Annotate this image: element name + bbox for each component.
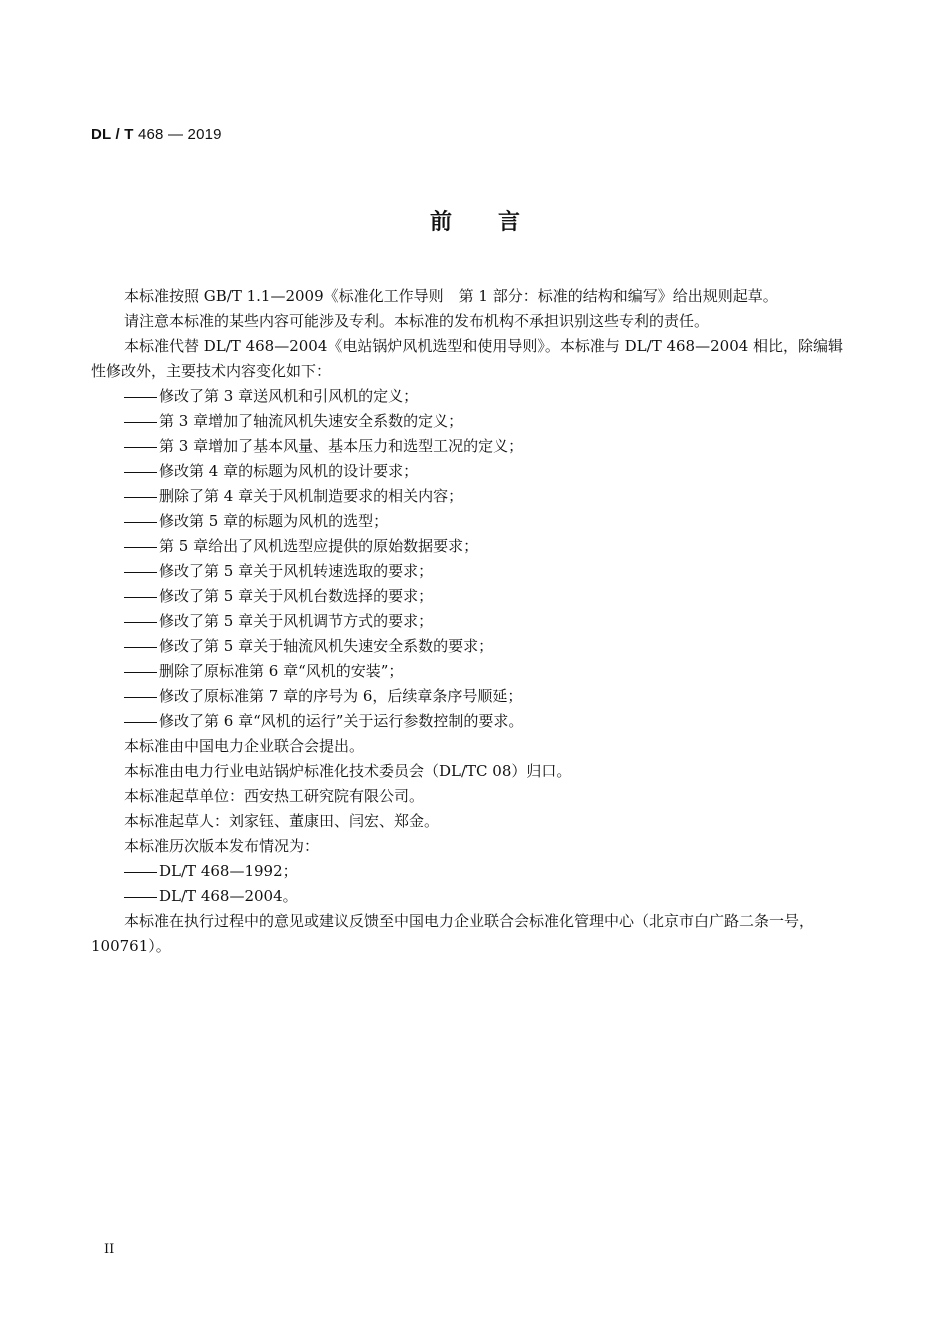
paragraph-feedback: 本标准在执行过程中的意见或建议反馈至中国电力企业联合会标准化管理中心（北京市白广路二条一号，100761）。 xyxy=(91,912,815,955)
list-item xyxy=(91,634,845,659)
change-item-text: 修改了原标准第 7 章的序号为 6，后续章条序号顺延； xyxy=(159,687,523,705)
list-item xyxy=(91,409,845,434)
change-item-text: 修改第 5 章的标题为风机的选型； xyxy=(159,512,389,530)
list-item xyxy=(91,709,845,734)
change-item-text: 修改了第 5 章关于轴流风机失速安全系数的要求； xyxy=(159,637,494,655)
change-item-text: 修改了第 3 章送风机和引风机的定义； xyxy=(159,387,419,405)
change-item-text: 第 3 章增加了基本风量、基本压力和选型工况的定义； xyxy=(159,437,524,455)
paragraph-drafting-rules: 本标准按照 GB/T 1.1—2009《标准化工作导则 第 1 部分：标准的结构和编写》给出规则起草。 xyxy=(124,287,778,305)
list-item xyxy=(91,434,845,459)
foreword-body xyxy=(91,284,845,959)
change-item-text: 修改了第 5 章关于风机台数选择的要求； xyxy=(159,587,434,605)
list-item xyxy=(91,859,845,884)
standard-code: DL / T xyxy=(91,126,134,143)
list-item xyxy=(91,459,845,484)
paragraph-drafting-unit: 本标准起草单位：西安热工研究院有限公司。 xyxy=(124,787,425,805)
list-item xyxy=(91,884,845,909)
paragraph-proposed-by: 本标准由中国电力企业联合会提出。 xyxy=(124,737,365,755)
paragraph-replacement: 本标准代替 DL/T 468—2004《电站锅炉风机选型和使用导则》。本标准与 DL/T 468—2004 相比，除编辑性修改外，主要技术内容变化如下： xyxy=(91,337,844,380)
change-item-text: 修改了第 5 章关于风机调节方式的要求； xyxy=(159,612,434,630)
change-item-text: 删除了第 4 章关于风机制造要求的相关内容； xyxy=(159,487,464,505)
list-item xyxy=(91,484,845,509)
list-item xyxy=(91,684,845,709)
paragraph-centralized-by: 本标准由电力行业电站锅炉标准化技术委员会（DL/TC 08）归口。 xyxy=(124,762,572,780)
change-item-text: 第 3 章增加了轴流风机失速安全系数的定义； xyxy=(159,412,464,430)
list-item xyxy=(91,584,845,609)
list-item xyxy=(91,659,845,684)
list-item xyxy=(91,509,845,534)
change-item-text: 修改了第 6 章“风机的运行”关于运行参数控制的要求。 xyxy=(159,712,524,730)
paragraph-drafters: 本标准起草人：刘家钰、董康田、闫宏、郑金。 xyxy=(124,812,440,830)
paragraph-patent-notice: 请注意本标准的某些内容可能涉及专利。本标准的发布机构不承担识别这些专利的责任。 xyxy=(124,312,710,330)
change-item-text: 修改第 4 章的标题为风机的设计要求； xyxy=(159,462,419,480)
history-item-text: DL/T 468—2004。 xyxy=(159,887,298,905)
change-item-text: 修改了第 5 章关于风机转速选取的要求； xyxy=(159,562,434,580)
history-item-text: DL/T 468—1992； xyxy=(159,862,298,880)
list-item xyxy=(91,609,845,634)
list-item xyxy=(91,384,845,409)
paragraph-history-intro: 本标准历次版本发布情况为： xyxy=(124,837,320,855)
page-title: 前言 xyxy=(429,210,566,235)
page-number: II xyxy=(104,1242,115,1257)
standard-code-header xyxy=(91,126,222,143)
change-item-text: 第 5 章给出了风机选型应提供的原始数据要求； xyxy=(159,537,479,555)
list-item xyxy=(91,534,845,559)
list-item xyxy=(91,559,845,584)
standard-number: 468 — 2019 xyxy=(137,126,222,143)
change-item-text: 删除了原标准第 6 章“风机的安装”； xyxy=(159,662,404,680)
